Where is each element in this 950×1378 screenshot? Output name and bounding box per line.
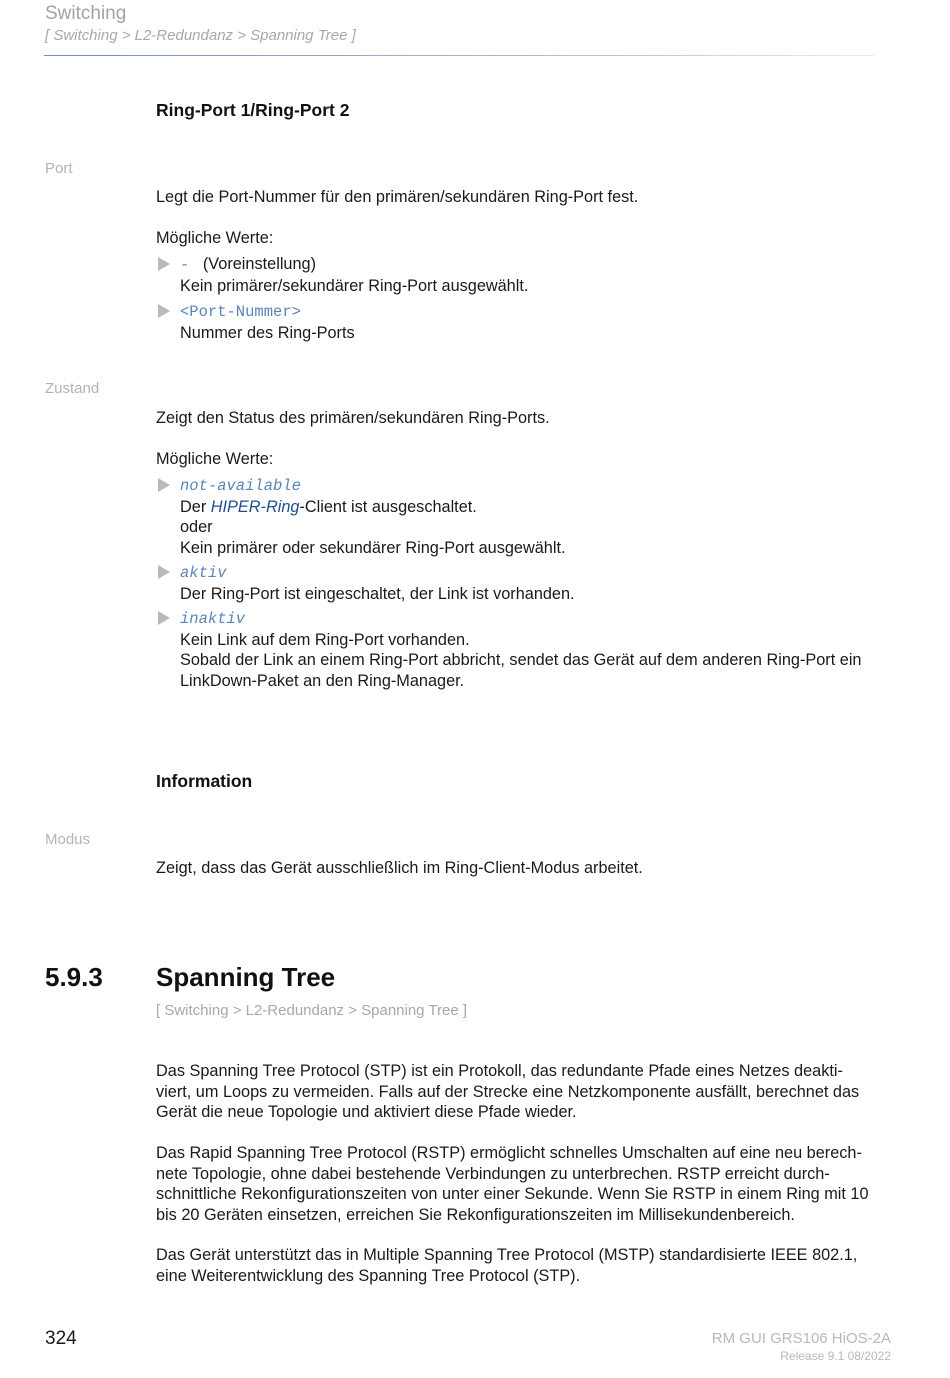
chapter-number: 5.9.3: [45, 962, 103, 992]
port-label: Port: [45, 160, 73, 177]
zustand-label: Zustand: [45, 380, 100, 397]
value-text: Sobald der Link an einem Ring-Port abbricht, sendet das Gerät auf dem anderen Ring-Port ein: [180, 651, 862, 669]
header-title: Switching: [45, 3, 127, 24]
value-text: Der Ring-Port ist eingeschaltet, der Link ist vorhanden.: [180, 584, 575, 603]
header-divider: [44, 55, 874, 56]
text-line: Das Gerät unterstützt das in Multiple Spanning Tree Protocol (MSTP) standardisierte IEEE 802.1,: [156, 1246, 858, 1264]
text-line: nete Topologie, ohne dabei bestehende Verbindungen zu unterbrechen. RSTP erreicht durch-: [156, 1164, 830, 1183]
footer-product: RM GUI GRS106 HiOS-2A: [711, 1330, 891, 1347]
text-line: bis 20 Geräten einsetzen, erreichen Sie Rekonfigurationszeiten im Millisekundenbereich.: [156, 1205, 795, 1224]
information-heading: Information: [156, 771, 253, 791]
value-text: LinkDown-Paket an den Ring-Manager.: [180, 671, 465, 690]
bullet-triangle-icon: [158, 565, 170, 579]
bullet-triangle-icon: [158, 478, 170, 492]
modus-label: Modus: [45, 831, 91, 848]
value-code: aktiv: [180, 564, 227, 582]
list-item: [156, 301, 896, 343]
text-line: schnittliche Rekonfigurationszeiten von unter einer Sekunde. Wenn Sie RSTP in einem Ring mit 10: [156, 1185, 869, 1203]
value-code: inaktiv: [180, 610, 246, 628]
header-breadcrumb: [ Switching > L2-Redundanz > Spanning Tree ]: [45, 27, 356, 44]
value-text: oder: [180, 518, 213, 536]
value-text: Nummer des Ring-Ports: [180, 323, 355, 342]
bullet-triangle-icon: [158, 257, 170, 271]
chapter-breadcrumb: [ Switching > L2-Redundanz > Spanning Tree ]: [156, 1002, 468, 1019]
list-item: [156, 608, 896, 691]
value-text: Der: [180, 497, 211, 516]
value-code: -: [180, 256, 190, 274]
list-item: [156, 562, 896, 604]
chapter-title: Spanning Tree: [156, 962, 336, 992]
port-values-intro: Mögliche Werte:: [156, 229, 274, 247]
text-line: Das Spanning Tree Protocol (STP) ist ein Protokoll, das redundante Pfade eines Netzes deakti-: [156, 1062, 843, 1080]
modus-description: Zeigt, dass das Gerät ausschließlich im Ring-Client-Modus arbeitet.: [156, 859, 643, 877]
text-line: viert, um Loops zu vermeiden. Falls auf der Strecke eine Netzkomponente ausfällt, berechnet das: [156, 1082, 860, 1101]
port-description: Legt die Port-Nummer für den primären/sekundären Ring-Port fest.: [156, 188, 639, 206]
bullet-triangle-icon: [158, 304, 170, 318]
value-text: Kein Link auf dem Ring-Port vorhanden.: [180, 630, 470, 649]
value-code: <Port-Nummer>: [180, 303, 301, 321]
chapter-paragraph: [156, 1143, 896, 1225]
value-note: (Voreinstellung): [202, 255, 317, 273]
chapter-paragraph: [156, 1245, 896, 1286]
text-line: Gerät die neue Topologie und aktiviert diese Pfade wieder.: [156, 1103, 577, 1121]
hiper-ring-link[interactable]: HIPER-Ring: [210, 497, 300, 516]
zustand-description: Zeigt den Status des primären/sekundären Ring-Ports.: [156, 409, 550, 427]
page-number: 324: [45, 1328, 77, 1349]
footer-release: Release 9.1 08/2022: [780, 1349, 891, 1363]
value-text: -Client ist ausgeschaltet.: [299, 497, 477, 516]
value-text: Kein primärer/sekundärer Ring-Port ausgewählt.: [180, 276, 529, 295]
list-item: [156, 475, 896, 558]
list-item: [156, 254, 896, 296]
chapter-paragraph: [156, 1061, 896, 1123]
value-text: Kein primärer oder sekundärer Ring-Port ausgewählt.: [180, 538, 566, 557]
ring-port-heading: Ring-Port 1/Ring-Port 2: [156, 100, 350, 120]
bullet-triangle-icon: [158, 611, 170, 625]
text-line: eine Weiterentwicklung des Spanning Tree Protocol (STP).: [156, 1266, 581, 1285]
zustand-values-intro: Mögliche Werte:: [156, 450, 274, 468]
value-code: not-available: [180, 477, 301, 495]
text-line: Das Rapid Spanning Tree Protocol (RSTP) ermöglicht schnelles Umschalten auf eine neu berech-: [156, 1144, 862, 1162]
